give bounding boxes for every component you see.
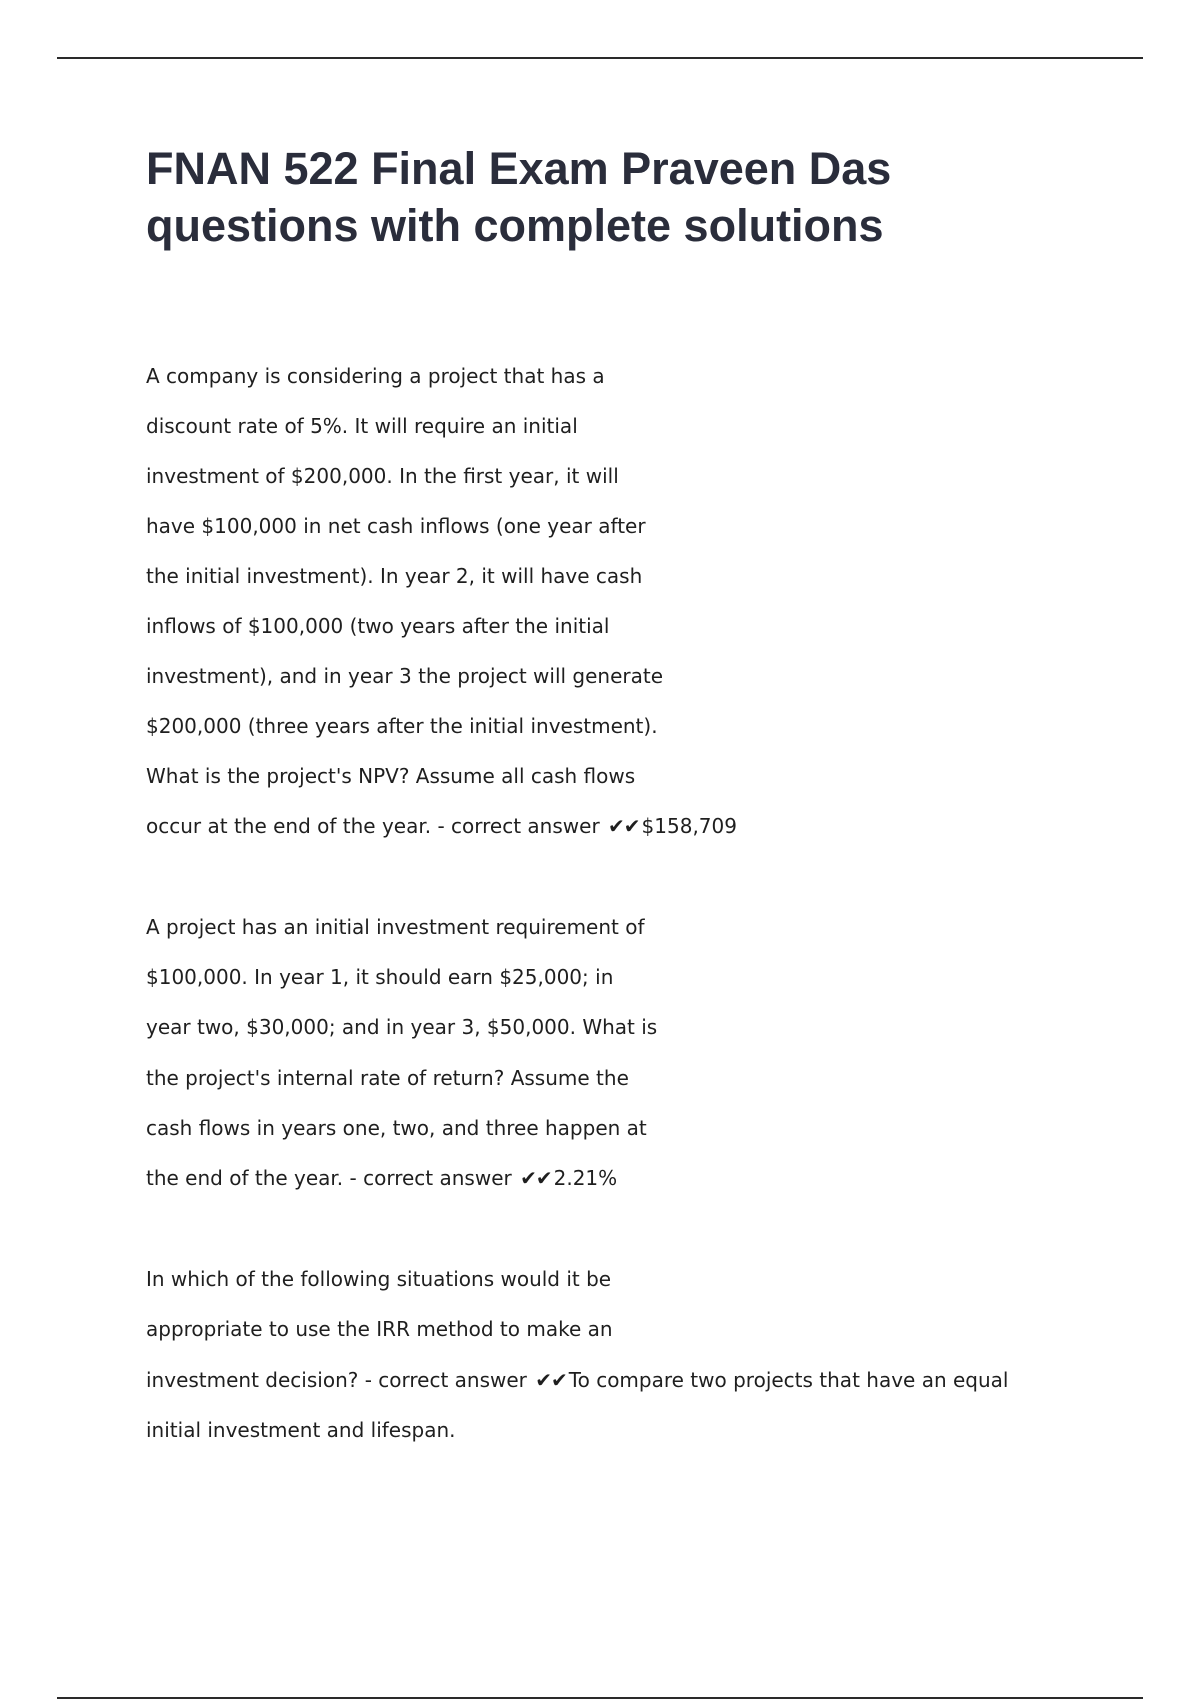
answer-line — [146, 1355, 1106, 1405]
question-line: appropriate to use the IRR method to make an — [146, 1317, 613, 1342]
question-line: $100,000. In year 1, it should earn $25,000; in — [146, 965, 614, 990]
double-check-icon: ✔✔ — [535, 1367, 567, 1392]
question-list — [146, 351, 1106, 1455]
answer-line — [146, 1153, 1106, 1203]
question-line: discount rate of 5%. It will require an initial — [146, 414, 578, 438]
question-line: inflows of $100,000 (two years after the initial — [146, 614, 610, 638]
question-block-irr-method — [146, 1254, 1106, 1455]
answer-text: To compare two projects that have an equal — [568, 1367, 1009, 1392]
question-line: A project has an initial investment requirement of — [146, 915, 645, 939]
question-line: What is the project's NPV? Assume all cash flows — [146, 764, 636, 788]
answer-text: 2.21% — [553, 1165, 618, 1190]
bottom-divider — [57, 1697, 1143, 1699]
question-block-npv — [146, 351, 1106, 851]
answer-text: $158,709 — [641, 814, 737, 838]
question-line: A company is considering a project that has a — [146, 364, 605, 388]
question-line-end: the end of the year. - correct answer — [146, 1165, 519, 1190]
question-line: the project's internal rate of return? Assume the — [146, 1065, 629, 1090]
document-body — [146, 140, 1106, 1506]
question-block-irr — [146, 902, 1106, 1203]
question-line-end: investment decision? - correct answer — [146, 1367, 534, 1392]
document-title — [146, 140, 1106, 254]
question-line: investment), and in year 3 the project will generate — [146, 664, 664, 688]
double-check-icon: ✔✔ — [520, 1165, 552, 1190]
question-line: year two, $30,000; and in year 3, $50,000. What is — [146, 1015, 658, 1040]
title-line: questions with complete solutions — [146, 200, 884, 251]
top-divider — [57, 57, 1143, 59]
question-line: In which of the following situations would it be — [146, 1267, 612, 1292]
double-check-icon: ✔✔ — [608, 814, 640, 838]
question-line: cash flows in years one, two, and three happen at — [146, 1115, 647, 1140]
question-line: have $100,000 in net cash inflows (one year after — [146, 514, 646, 538]
answer-line — [146, 801, 1106, 851]
question-line: $200,000 (three years after the initial investment). — [146, 714, 658, 738]
answer-text-continued: initial investment and lifespan. — [146, 1417, 456, 1442]
title-line: FNAN 522 Final Exam Praveen Das — [146, 143, 892, 194]
question-line: investment of $200,000. In the first year, it will — [146, 464, 619, 488]
question-line: the initial investment). In year 2, it will have cash — [146, 564, 643, 588]
question-line-end: occur at the end of the year. - correct answer — [146, 814, 607, 838]
